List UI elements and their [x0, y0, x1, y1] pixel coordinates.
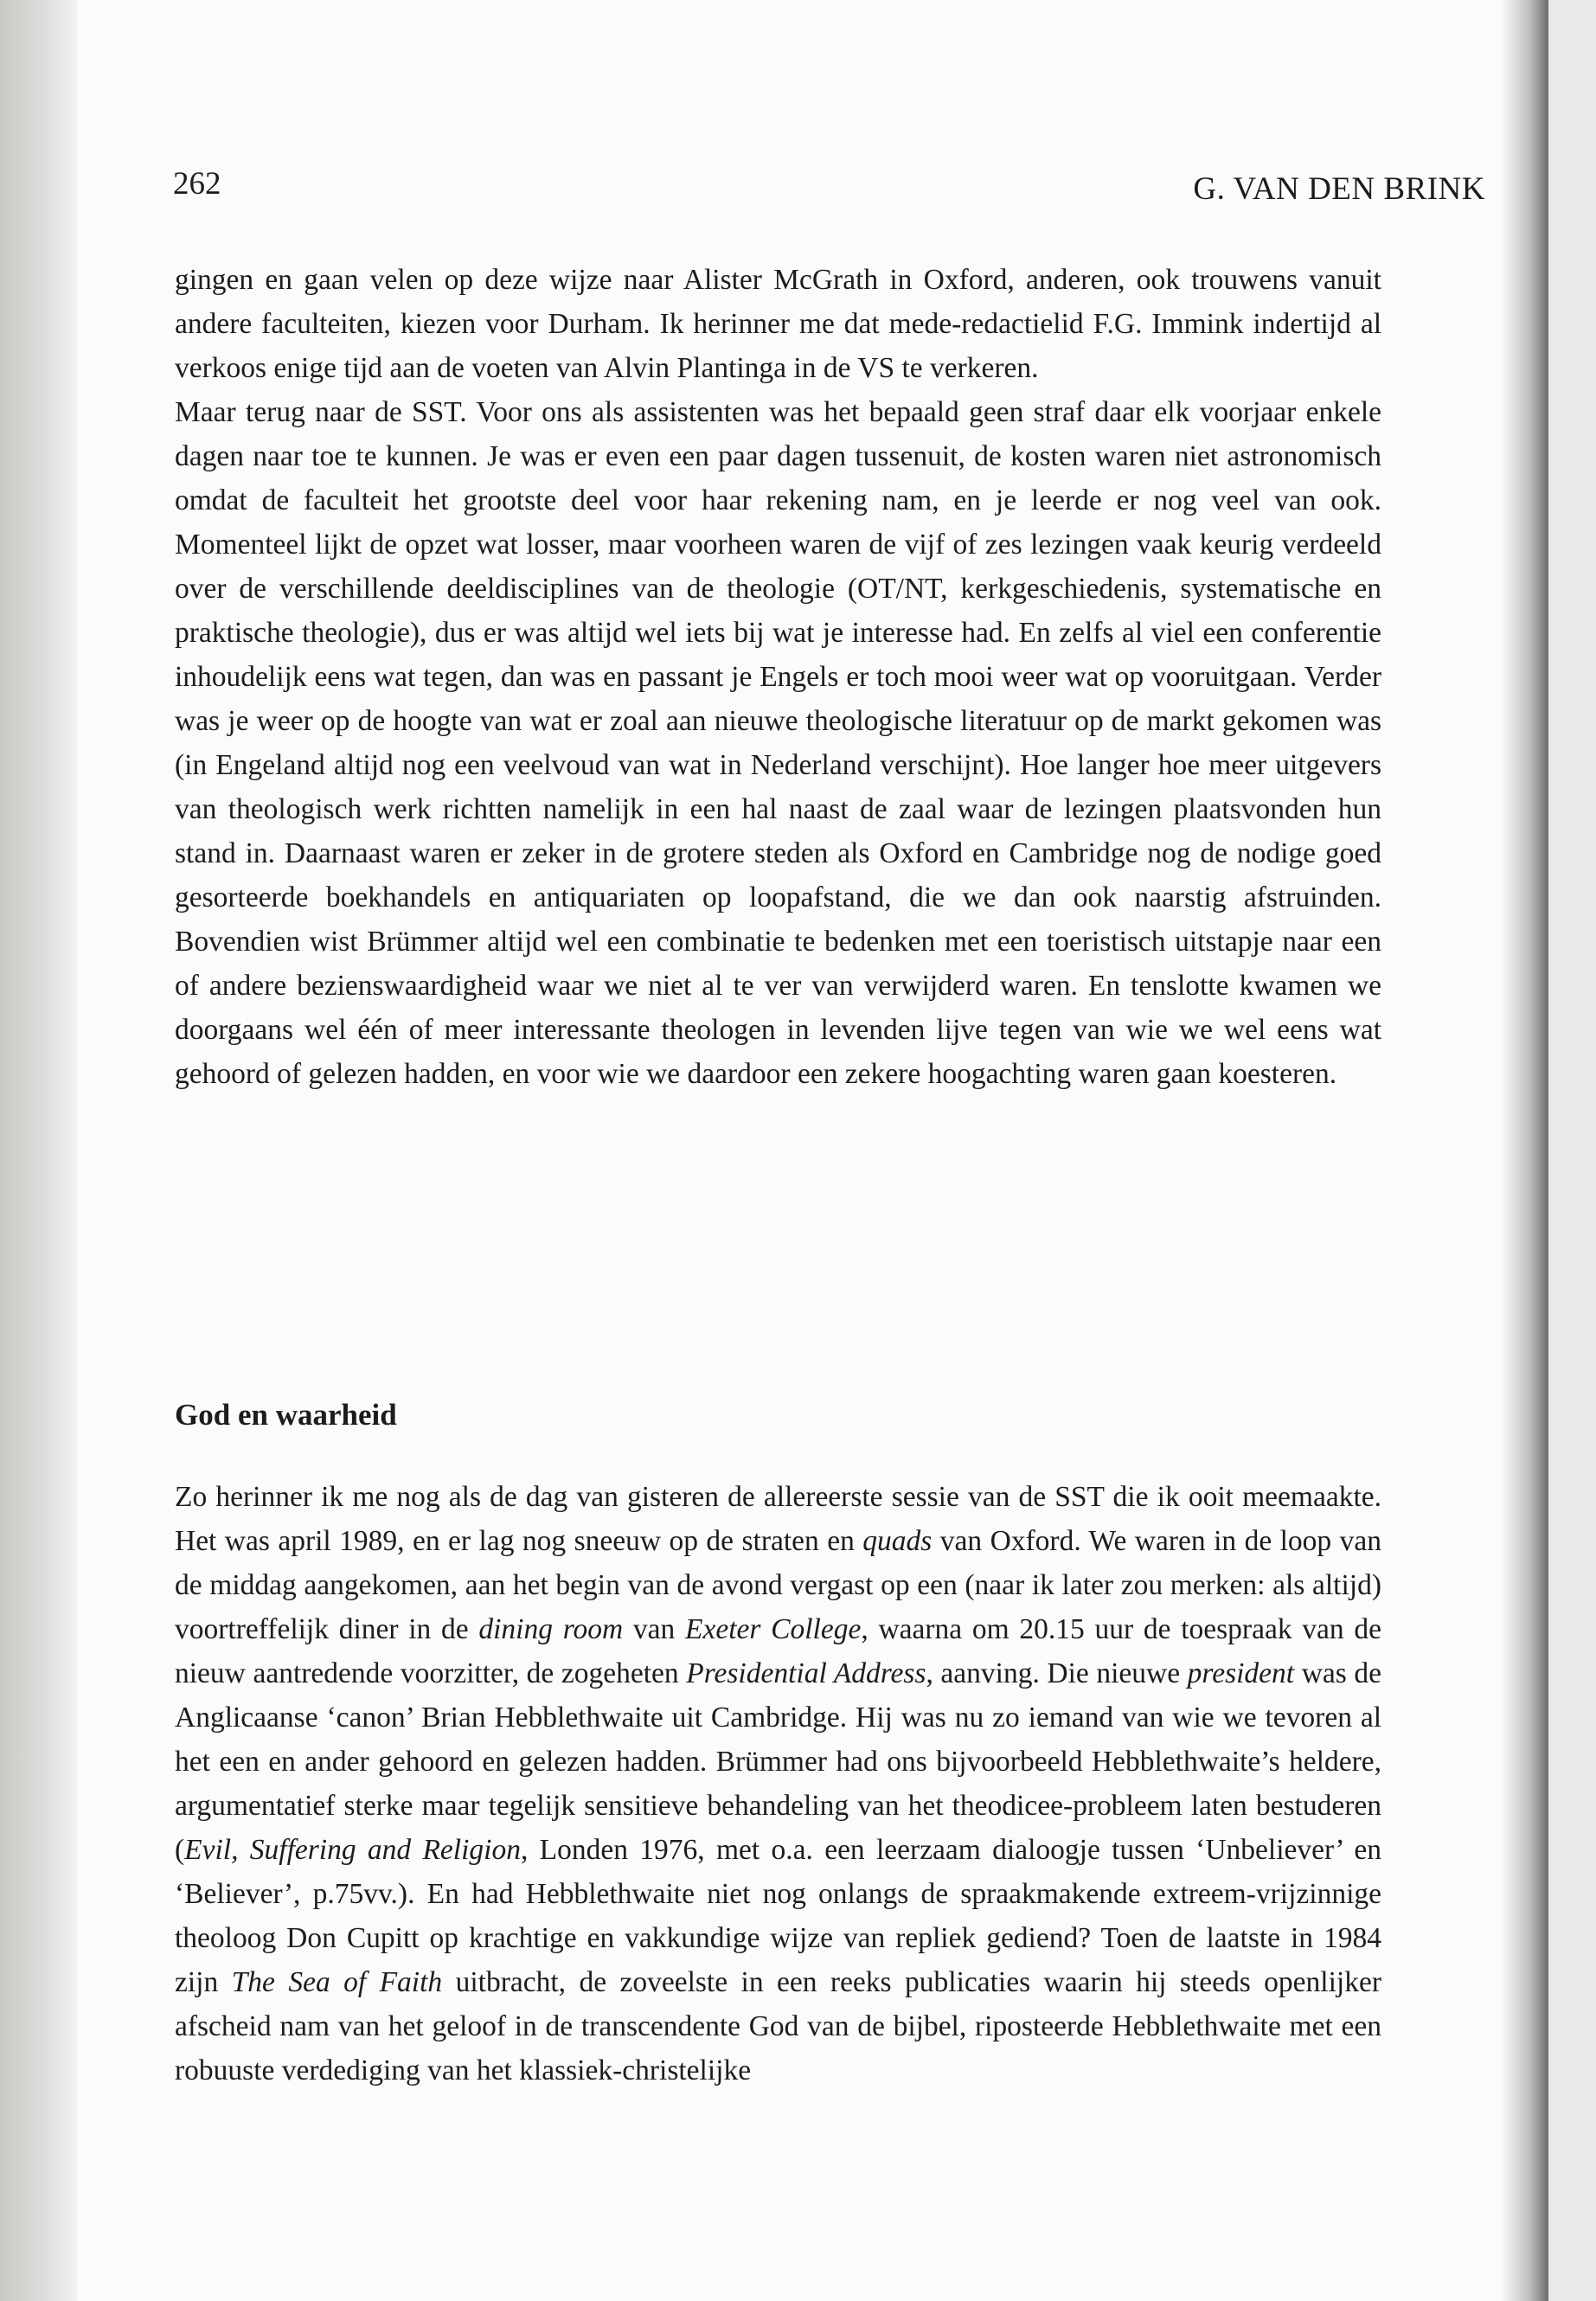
book-title: Evil, Suffering and Religion — [184, 1834, 521, 1866]
italic-term: quads — [862, 1525, 933, 1557]
book-title: The Sea of Faith — [231, 1966, 443, 1998]
paragraph-3-text: van — [623, 1613, 686, 1645]
italic-term: dining room — [478, 1613, 624, 1645]
italic-term: Exeter College — [685, 1613, 862, 1645]
section-heading: God en waarheid — [175, 1398, 397, 1432]
paragraph-3-text: , aanving. Die nieuwe — [926, 1657, 1188, 1689]
paragraph-1: gingen en gaan velen op deze wijze naar Alister McGrath in Oxford, anderen, ook trouwens vanuit andere faculteiten, kiezen voor Durham. Ik herinner me dat mede-redactielid F.G. Immink indertijd al verkoos enige tijd aan de voeten van Alvin Plantinga in de VS te verkeren. — [175, 264, 1381, 384]
italic-term: Presidential Address — [686, 1657, 926, 1689]
paragraph-3-text: was de Anglicaanse ‘canon’ Brian Hebblethwaite uit Cambridge. Hij was nu zo iemand van wie we tevoren al het een en ander gehoord en gelezen hadden. Brümmer had ons bijvoorbeeld Hebblethwaite’s heldere, argumentatief sterke maar tegelijk sensitieve behandeling van het theodicee-probleem laten bestuderen ( — [175, 1657, 1381, 1866]
paragraph-3-text: , Londen 1976, met o.a. een leerzaam dialoogje tussen ‘Unbeliever’ en ‘Believer’, p.75vv.). En had Hebblethwaite niet nog onlangs de spraakmakende extreem-vrijzinnige theoloog Don Cupitt op krachtige en vakkundige wijze van repliek gediend? Toen de laatste in 1984 zijn — [175, 1834, 1381, 1998]
paragraph-2: Maar terug naar de SST. Voor ons als assistenten was het bepaald geen straf daar elk voorjaar enkele dagen naar toe te kunnen. Je was er even een paar dagen tussenuit, de kosten waren niet astronomisch omdat de faculteit het grootste deel voor haar rekening nam, en je leerde er nog veel van ook. Momenteel lijkt de opzet wat losser, maar voorheen waren de vijf of zes lezingen vaak keurig verdeeld over de verschillende deeldisciplines van de theologie (OT/NT, kerkgeschiedenis, systematische en praktische theologie), dus er was altijd wel iets bij wat je interesse had. En zelfs al viel een conferentie inhoudelijk eens wat tegen, dan was en passant je Engels er toch mooi weer wat op vooruitgaan. Verder was je weer op de hoogte van wat er zoal aan nieuwe theologische literatuur op de markt gekomen was (in Engeland altijd nog een veelvoud van wat in Nederland verschijnt). Hoe langer hoe meer uitgevers van theologisch werk richtten namelijk in een hal naast de zaal waar de lezingen plaatsvonden hun stand in. Daarnaast waren er zeker in de grotere steden als Oxford en Cambridge nog de nodige goed gesorteerde boekhandels en antiquariaten op loopafstand, die we dan ook naarstig afstruinden. Bovendien wist Brümmer altijd wel een combinatie te bedenken met een toeristisch uitstapje naar een of andere bezienswaardigheid waar we niet al te ver van verwijderd waren. En tenslotte kwamen we doorgaans wel één of meer interessante theologen in levenden lijve tegen van wie we wel eens wat gehoord of gelezen hadden, en voor wie we daardoor een zekere hoogachting waren gaan koesteren. — [175, 396, 1381, 1090]
paragraph-3-text: uitbracht, de zoveelste in een reeks publicaties waarin hij steeds openlijker afscheid nam van het geloof in de transcendente God van de bijbel, riposteerde Hebblethwaite met een robuuste verdediging van het klassiek-christelijke — [175, 1966, 1381, 2086]
running-title: G. VAN DEN BRINK — [1193, 171, 1485, 207]
body-text-bottom — [175, 1475, 1381, 2093]
running-head — [173, 163, 1485, 206]
paragraph-3 — [175, 1475, 1381, 2093]
paragraph-3-text: , waarna om 20.15 uur de toespraak van de nieuw aantredende voorzitter, de zogeheten — [175, 1613, 1381, 1689]
page-gutter-shadow — [0, 0, 78, 2301]
page-number: 262 — [173, 166, 221, 202]
italic-term: president — [1187, 1657, 1295, 1689]
page-edge-shadow — [1501, 0, 1548, 2301]
paragraph-3-text: van Oxford. We waren in de loop van de middag aangekomen, aan het begin van de avond vergast op een (naar ik later zou merken: als altijd) voortreffelijk diner in de — [175, 1525, 1381, 1645]
paragraph-3-text: Zo herinner ik me nog als de dag van gisteren de allereerste sessie van de SST die ik ooit meemaakte. Het was april 1989, en er lag nog sneeuw op de straten en — [175, 1481, 1381, 1557]
body-text-top — [175, 258, 1381, 1096]
